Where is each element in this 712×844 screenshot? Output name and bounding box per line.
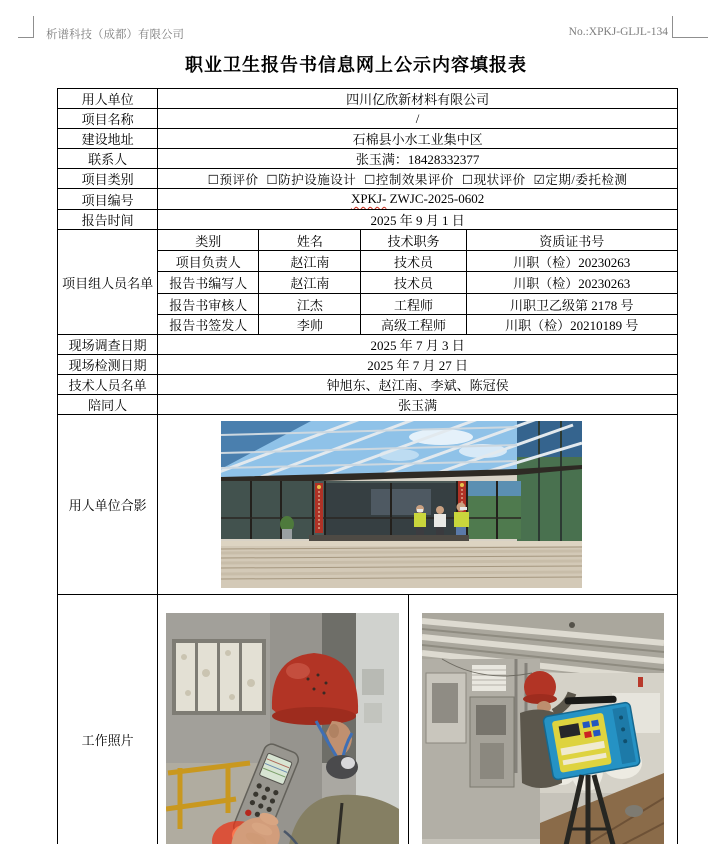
value-survey-date: 2025 年 7 月 3 日 (158, 335, 678, 355)
crop-mark-top-right-icon (672, 16, 708, 38)
personnel-title: 高级工程师 (361, 315, 466, 335)
personnel-name: 赵江南 (259, 251, 361, 272)
work-photo-left-cell (158, 595, 408, 844)
form-table (57, 88, 678, 844)
row-label-work-photo: 工作照片 (58, 595, 158, 844)
personnel-cert: 川职（检）20230263 (466, 251, 677, 272)
row-label-report-date: 报告时间 (58, 210, 158, 230)
checkbox-protective-design: ☐防护设施设计 (266, 172, 357, 187)
row-label-test-date: 现场检测日期 (58, 355, 158, 375)
row-label-project-team: 项目组人员名单 (58, 230, 158, 335)
value-employer: 四川亿欣新材料有限公司 (158, 89, 678, 109)
page-title: 职业卫生报告书信息网上公示内容填报表 (185, 55, 527, 75)
personnel-name: 赵江南 (259, 272, 361, 294)
header-company: 析谱科技（成都）有限公司 (46, 29, 184, 41)
row-label-group-photo: 用人单位合影 (58, 415, 158, 595)
row-label-project-name: 项目名称 (58, 109, 158, 129)
personnel-cert: 川职（检）20230263 (466, 272, 677, 294)
value-project-category (158, 169, 678, 189)
personnel-category: 项目负责人 (158, 251, 259, 272)
personnel-name: 李帅 (259, 315, 361, 335)
personnel-cert: 川职（检）20210189 号 (466, 315, 677, 335)
group-photo-image (221, 421, 582, 588)
crop-mark-top-left-icon (18, 16, 34, 38)
personnel-col-cert: 资质证书号 (466, 230, 677, 251)
checkbox-pre-evaluation: ☐预评价 (207, 172, 259, 187)
checkbox-status-evaluation: ☐现状评价 (461, 172, 526, 187)
personnel-title: 工程师 (361, 294, 466, 315)
personnel-category: 报告书编写人 (158, 272, 259, 294)
personnel-title: 技术员 (361, 272, 466, 294)
value-test-date: 2025 年 7 月 27 日 (158, 355, 678, 375)
work-photo-right-image (422, 613, 664, 844)
personnel-col-title: 技术职务 (361, 230, 466, 251)
row-label-contact: 联系人 (58, 149, 158, 169)
personnel-col-category: 类别 (158, 230, 259, 251)
value-project-number (158, 189, 678, 210)
row-label-category: 项目类别 (58, 169, 158, 189)
value-report-date: 2025 年 9 月 1 日 (158, 210, 678, 230)
row-label-project-number: 项目编号 (58, 189, 158, 210)
project-number-tail: ZWJC-2025-0602 (386, 191, 485, 206)
row-label-employer: 用人单位 (58, 89, 158, 109)
checkbox-control-effect: ☐控制效果评价 (364, 172, 454, 187)
personnel-title: 技术员 (361, 251, 466, 272)
personnel-category: 报告书审核人 (158, 294, 259, 315)
value-project-name: / (158, 109, 678, 129)
row-label-survey-date: 现场调查日期 (58, 335, 158, 355)
value-tech-staff: 钟旭东、赵江南、李斌、陈冠侯 (158, 375, 678, 395)
checkbox-periodic-testing-checked: ☑定期/委托检测 (533, 172, 628, 187)
row-label-escort: 陪同人 (58, 395, 158, 415)
value-contact: 张玉满：18428332377 (158, 149, 678, 169)
personnel-name: 江杰 (259, 294, 361, 315)
value-escort: 张玉满 (158, 395, 678, 415)
personnel-cert: 川职卫乙级第 2178 号 (466, 294, 677, 315)
personnel-category: 报告书签发人 (158, 315, 259, 335)
work-photo-left-image (166, 613, 399, 844)
group-photo-cell (158, 415, 678, 595)
document-header (46, 26, 668, 42)
row-label-address: 建设地址 (58, 129, 158, 149)
project-number-head: XPKJ- (350, 191, 387, 206)
work-photo-right-cell (408, 595, 678, 844)
header-doc-number: No.:XPKJ-GLJL-134 (568, 26, 668, 38)
value-address: 石棉县小水工业集中区 (158, 129, 678, 149)
personnel-col-name: 姓名 (259, 230, 361, 251)
row-label-tech-staff: 技术人员名单 (58, 375, 158, 395)
